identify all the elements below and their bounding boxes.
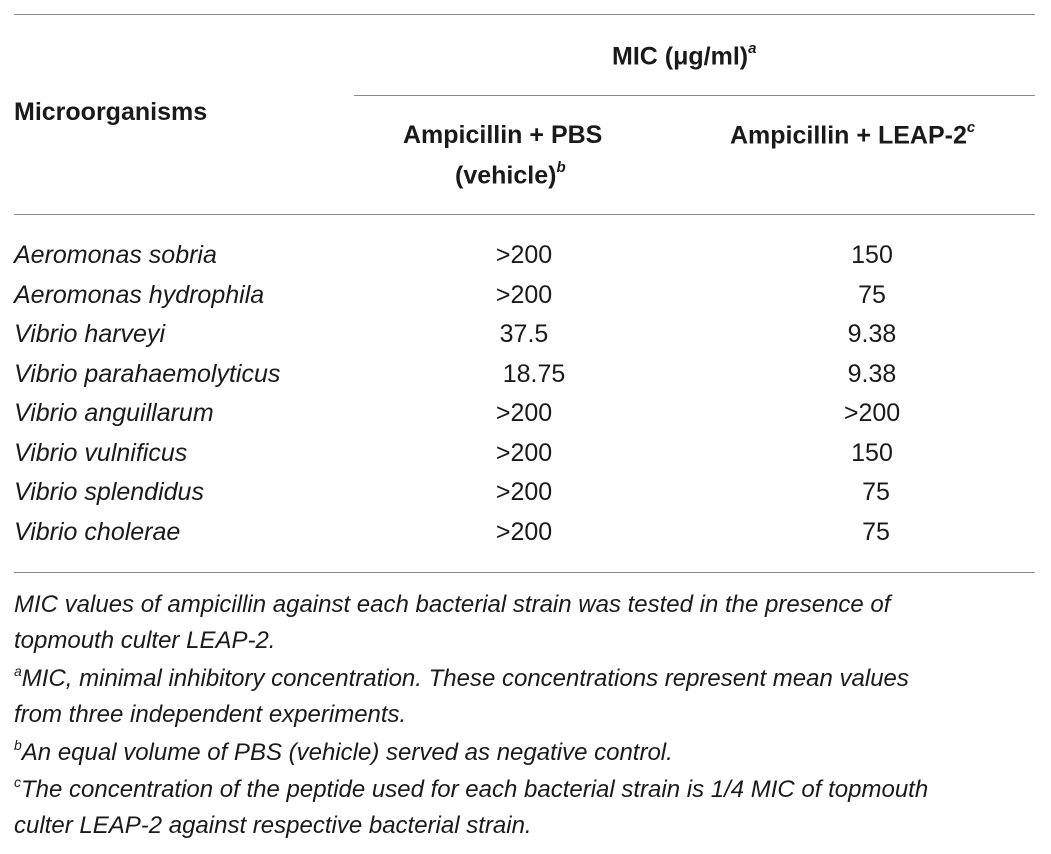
col1-header-line2 bbox=[455, 161, 566, 190]
group-header-label: MIC (μg/ml) bbox=[612, 42, 749, 71]
top-rule bbox=[14, 14, 1035, 15]
pbs-cell: >200 bbox=[495, 518, 553, 546]
leap2-cell: 75 bbox=[862, 518, 890, 546]
pbs-cell: >200 bbox=[495, 241, 553, 269]
footnote-c-line2: culter LEAP-2 against respective bacterial strain. bbox=[14, 812, 532, 839]
col2-header bbox=[730, 121, 975, 150]
group-header-mark: a bbox=[748, 40, 757, 57]
header-rule bbox=[14, 214, 1035, 215]
organism-cell: Aeromonas hydrophila bbox=[14, 281, 265, 309]
leap2-cell: 150 bbox=[851, 439, 893, 467]
group-rule bbox=[354, 95, 1035, 96]
pbs-cell: >200 bbox=[495, 478, 553, 506]
pbs-cell: >200 bbox=[495, 281, 553, 309]
organism-cell: Vibrio vulnificus bbox=[14, 439, 188, 467]
footnote-b-mark: b bbox=[14, 737, 22, 753]
organism-cell: Vibrio splendidus bbox=[14, 478, 204, 506]
organism-cell: Aeromonas sobria bbox=[14, 241, 217, 269]
organism-cell: Vibrio parahaemolyticus bbox=[14, 360, 281, 388]
col1-header-line1: Ampicillin + PBS bbox=[403, 121, 603, 149]
footnote-c-text: The concentration of the peptide used for each bacterial strain is 1/4 MIC of topmouth bbox=[21, 776, 929, 803]
footnote-a-line2: from three independent experiments. bbox=[14, 701, 407, 728]
bottom-rule bbox=[14, 572, 1035, 573]
footnote-intro-line2: topmouth culter LEAP-2. bbox=[14, 627, 276, 654]
organism-cell: Vibrio harveyi bbox=[14, 320, 166, 348]
leap2-cell: 150 bbox=[851, 241, 893, 269]
footnote-b-text: An equal volume of PBS (vehicle) served as negative control. bbox=[21, 739, 673, 766]
col1-header-mark: b bbox=[556, 159, 566, 176]
leap2-cell: 9.38 bbox=[847, 360, 897, 388]
pbs-cell: 18.75 bbox=[502, 360, 566, 388]
footnote-a-text: MIC, minimal inhibitory concentration. These concentrations represent mean values bbox=[21, 665, 909, 692]
footnote-c-mark: c bbox=[14, 774, 21, 790]
footnote-c-line1 bbox=[14, 776, 928, 804]
footnote-a-mark: a bbox=[14, 663, 22, 679]
pbs-cell: >200 bbox=[495, 439, 553, 467]
organism-cell: Vibrio cholerae bbox=[14, 518, 181, 546]
pbs-cell: >200 bbox=[495, 399, 553, 427]
footnote-b-line1 bbox=[14, 739, 673, 767]
group-header bbox=[612, 42, 756, 71]
stub-header: Microorganisms bbox=[14, 98, 208, 126]
col1-header-line2-text: (vehicle) bbox=[455, 161, 557, 190]
leap2-cell: 75 bbox=[858, 281, 886, 309]
leap2-cell: 9.38 bbox=[847, 320, 897, 348]
leap2-cell: >200 bbox=[843, 399, 901, 427]
leap2-cell: 75 bbox=[862, 478, 890, 506]
footnote-a-line1 bbox=[14, 665, 909, 693]
organism-cell: Vibrio anguillarum bbox=[14, 399, 214, 427]
pbs-cell: 37.5 bbox=[499, 320, 549, 348]
col2-header-text: Ampicillin + LEAP-2 bbox=[730, 121, 967, 150]
footnote-intro-line1: MIC values of ampicillin against each bacterial strain was tested in the presence of bbox=[14, 591, 891, 618]
col2-header-mark: c bbox=[966, 119, 976, 136]
